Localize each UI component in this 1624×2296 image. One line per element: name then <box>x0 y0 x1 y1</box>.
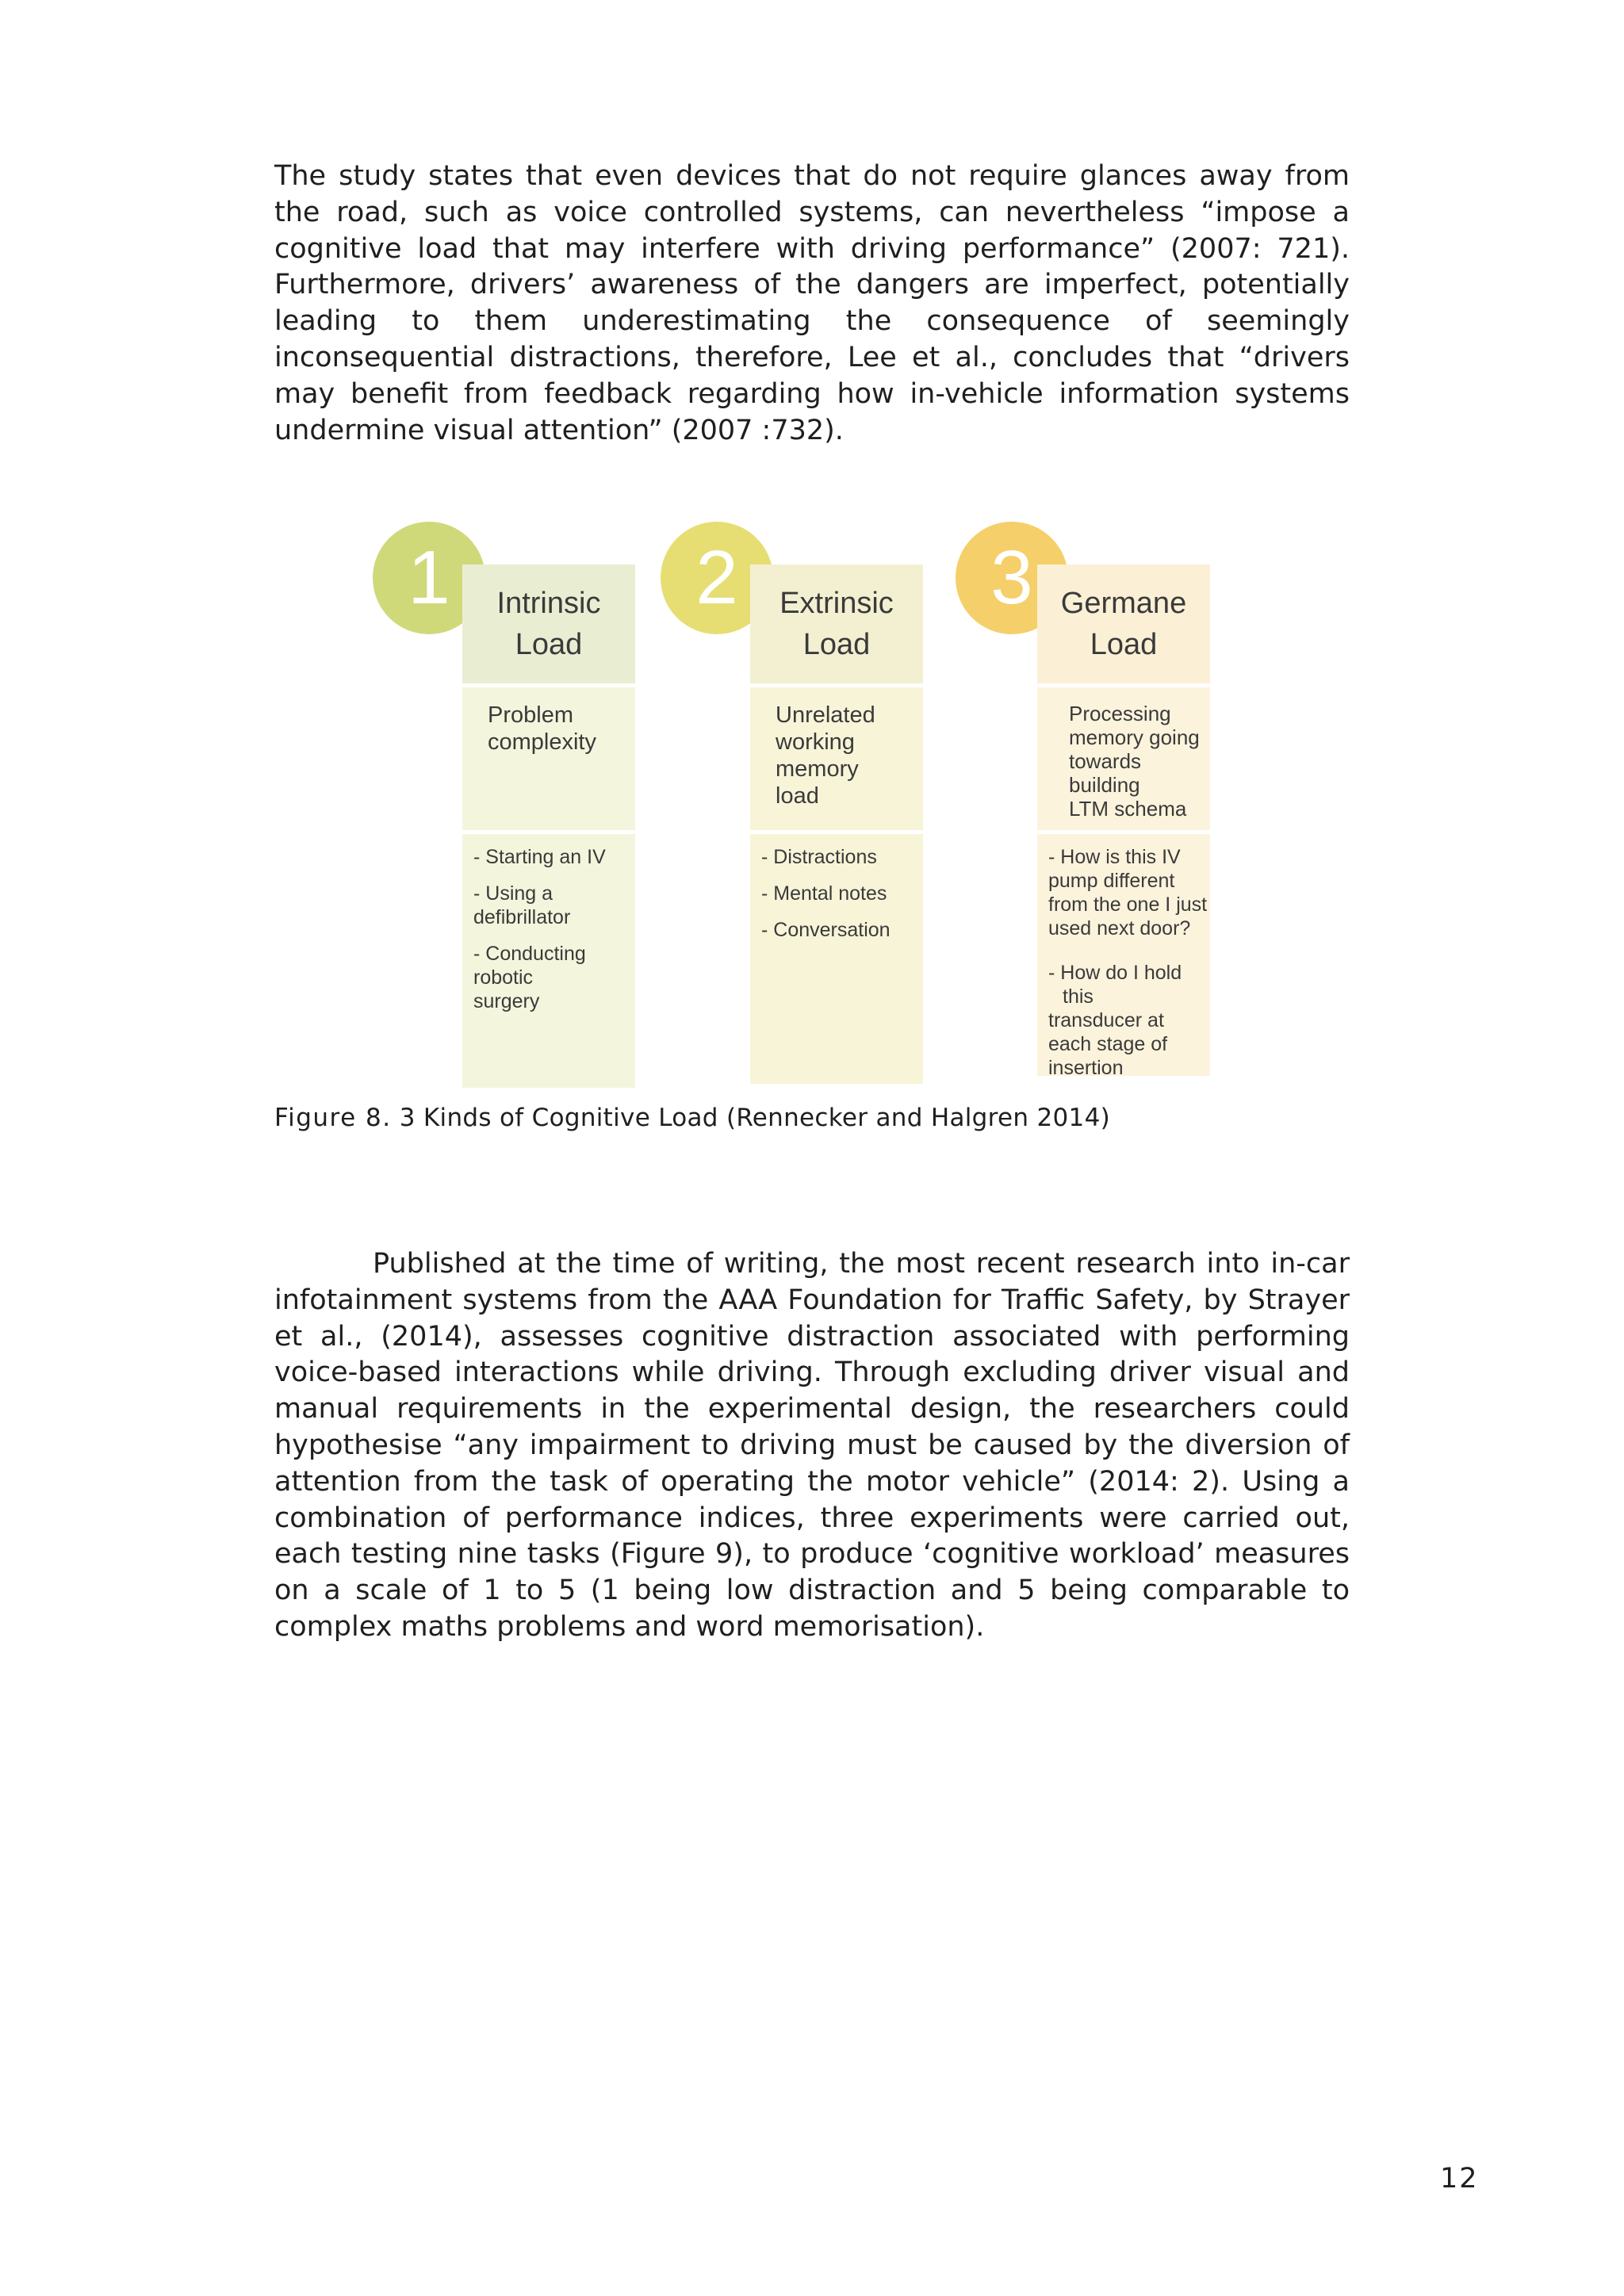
title-line: Intrinsic <box>496 587 601 620</box>
example-line: each stage of <box>1048 1033 1168 1055</box>
title-line: Load <box>802 628 871 661</box>
circle-number: 1 <box>408 535 450 620</box>
column-title <box>750 564 923 683</box>
example-line: insertion <box>1048 1057 1124 1079</box>
example-line: pump different <box>1048 870 1175 892</box>
example-line: from the one I just <box>1048 894 1208 916</box>
description-line: towards building <box>1069 749 1142 797</box>
title-line: Load <box>515 628 583 661</box>
example-line: robotic <box>473 966 534 989</box>
cognitive-load-figure <box>369 517 1257 1088</box>
circle-number: 3 <box>990 535 1033 620</box>
example-line: - Starting an IV <box>473 846 606 868</box>
title-line: Extrinsic <box>779 587 894 620</box>
example-line: surgery <box>473 990 540 1012</box>
example-line: - Mental notes <box>761 882 887 905</box>
body-paragraph-1: The study states that even devices that do not require glances away from the road, such as voice controlled systems, can nevertheless “impose a cognitive load that may interfere with driving performance” (2007: 721). Furthermore, drivers’ awareness of the dangers are imperfect, potentially leading to them underestimating the consequence of seemingly inconsequential distractions, therefore, Lee et al., concludes that “drivers may benefit from feedback regarding how in-vehicle information systems undermine visual attention” (2007 :732). <box>274 160 1350 446</box>
description-line: Problem <box>488 702 573 728</box>
example-item <box>761 845 923 869</box>
body-paragraph-2: Published at the time of writing, the most recent research into in-car infotainment systems from the AAA Foundation for Traffic Safety, by Strayer et al., (2014), assesses cognitive distraction associated with performing voice-based interactions while driving. Through excluding driver visual and manual requirements in the experimental design, the researchers could hypothesise “any impairment to driving must be caused by the diversion of attention from the task of operating the motor vehicle” (2014: 2). Using a combination of performance indices, three experiments were carried out, each testing nine tasks (Figure 9), to produce ‘cognitive workload’ measures on a scale of 1 to 5 (1 being low distraction and 5 being comparable to complex maths problems and word memorisation). <box>274 1248 1350 1643</box>
column-description <box>1037 687 1210 830</box>
figure-label: Figure 8. <box>274 1104 392 1132</box>
example-line: used next door? <box>1048 917 1191 939</box>
example-line: - How is this IV <box>1048 846 1181 868</box>
description-line: complexity <box>488 729 596 755</box>
example-item <box>761 918 923 942</box>
example-line: defibrillator <box>473 906 571 928</box>
description-line: load <box>776 783 819 809</box>
title-line: Load <box>1090 628 1158 661</box>
column-examples <box>750 834 923 1084</box>
description-line: LTM schema <box>1069 797 1187 821</box>
page-number: 12 <box>1440 2163 1479 2195</box>
example-line: - How do I hold this <box>1048 962 1182 1008</box>
column-description <box>462 687 635 830</box>
figure-caption-text: 3 Kinds of Cognitive Load (Rennecker and Halgren 2014) <box>399 1104 1110 1132</box>
title-line: Germane <box>1060 587 1187 620</box>
column-description <box>750 687 923 830</box>
example-item <box>761 882 923 905</box>
description-line: memory <box>776 756 859 782</box>
example-line: - Conducting <box>473 943 586 965</box>
example-line: transducer at <box>1048 1009 1164 1031</box>
column-examples <box>462 834 635 1088</box>
figure-caption <box>274 1102 1110 1134</box>
example-line: - Using a <box>473 882 553 905</box>
description-line: working <box>776 729 855 755</box>
circle-number: 2 <box>695 535 738 620</box>
description-line: Unrelated <box>776 702 875 728</box>
column-title <box>462 564 635 683</box>
example-item <box>473 882 635 929</box>
example-item <box>1048 961 1210 1080</box>
column-title <box>1037 564 1210 683</box>
column-examples <box>1037 834 1210 1079</box>
description-line: Processing <box>1069 702 1171 725</box>
example-line: - Conversation <box>761 919 891 941</box>
example-line: - Distractions <box>761 846 877 868</box>
example-item <box>473 845 635 869</box>
example-item <box>473 942 635 1013</box>
example-item <box>1048 845 1210 940</box>
description-line: memory going <box>1069 725 1200 749</box>
